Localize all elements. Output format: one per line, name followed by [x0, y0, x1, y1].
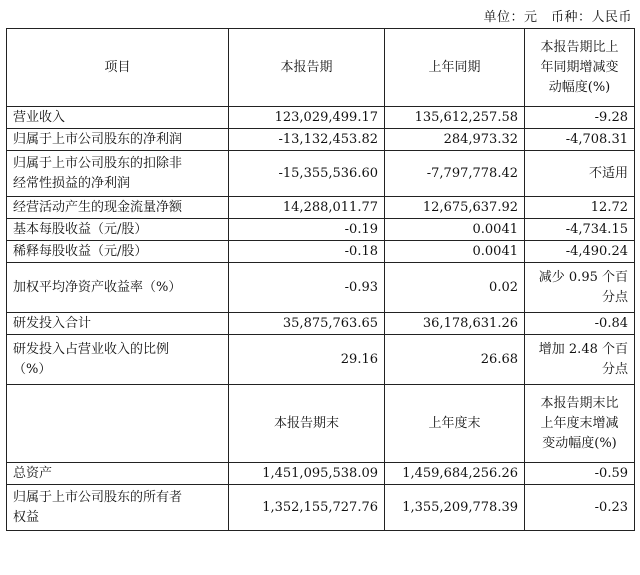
row-current-value: 35,875,763.65 [229, 313, 385, 335]
header-item: 项目 [7, 29, 229, 107]
row-prior-value: 1,355,209,778.39 [385, 485, 525, 531]
row-label [7, 197, 229, 219]
currency-unit-label: 单位：元 币种：人民币 [483, 10, 632, 25]
table-row [7, 313, 635, 335]
table-row [7, 335, 635, 385]
table-row [7, 463, 635, 485]
row-label-line: 加权平均净资产收益率（%） [13, 279, 182, 295]
row-current-value: -15,355,536.60 [229, 151, 385, 197]
row-label-line: 归属于上市公司股东的所有者 [13, 489, 183, 505]
row-change-value-line: -0.23 [594, 499, 628, 515]
row-current-value: -0.93 [229, 263, 385, 313]
row-current-value: 29.16 [229, 335, 385, 385]
row-current-value: 1,451,095,538.09 [229, 463, 385, 485]
table-row [7, 129, 635, 151]
row-change-value [525, 107, 635, 129]
table-row [7, 263, 635, 313]
row-change-value [525, 129, 635, 151]
row-change-value-line: -9.28 [594, 109, 628, 125]
row-prior-value: 26.68 [385, 335, 525, 385]
row-change-value-line: -4,708.31 [565, 131, 628, 147]
row-label-line: 经常性损益的净利润 [13, 175, 131, 191]
row-label-line: 归属于上市公司股东的净利润 [13, 131, 183, 147]
row-label [7, 107, 229, 129]
header-change-pct-line: 本报告期末比 [540, 395, 619, 411]
row-current-value: -13,132,453.82 [229, 129, 385, 151]
row-change-value [525, 197, 635, 219]
row-change-value [525, 219, 635, 241]
row-prior-value: 1,459,684,256.26 [385, 463, 525, 485]
table-header-row [7, 29, 635, 107]
header-change-pct [525, 385, 635, 463]
row-change-value-line: 分点 [601, 361, 628, 377]
row-label-line: 营业收入 [13, 109, 66, 125]
header-change-pct-line: 上年度末增减 [540, 415, 619, 431]
header-item [7, 385, 229, 463]
row-change-value [525, 151, 635, 197]
row-change-value [525, 485, 635, 531]
row-change-value [525, 463, 635, 485]
row-label-line: 总资产 [13, 465, 53, 481]
row-label [7, 219, 229, 241]
header-current-period: 本报告期末 [229, 385, 385, 463]
row-label [7, 129, 229, 151]
row-label [7, 463, 229, 485]
row-current-value: 123,029,499.17 [229, 107, 385, 129]
row-change-value [525, 313, 635, 335]
row-change-value [525, 335, 635, 385]
table-row [7, 241, 635, 263]
row-label-line: 研发投入合计 [13, 315, 92, 331]
header-prior-period: 上年同期 [385, 29, 525, 107]
row-current-value: 1,352,155,727.76 [229, 485, 385, 531]
row-label [7, 263, 229, 313]
header-change-pct-line: 变动幅度(%) [542, 435, 617, 451]
table-row [7, 219, 635, 241]
row-change-value-line: -4,734.15 [565, 221, 628, 237]
row-label [7, 151, 229, 197]
row-label-line: 权益 [13, 509, 40, 525]
row-change-value-line: -0.59 [594, 465, 628, 481]
row-label-line: 稀释每股收益（元/股） [13, 243, 148, 259]
row-change-value-line: 增加 2.48 个百 [538, 341, 628, 357]
row-prior-value: 135,612,257.58 [385, 107, 525, 129]
row-change-value-line: 12.72 [590, 199, 628, 215]
header-change-pct-line: 年同期增减变 [540, 59, 619, 75]
row-prior-value: 0.02 [385, 263, 525, 313]
row-label-line: 研发投入占营业收入的比例 [13, 341, 170, 357]
row-label [7, 485, 229, 531]
row-label [7, 335, 229, 385]
financial-summary-table [6, 28, 635, 531]
row-change-value-line: 分点 [601, 289, 628, 305]
row-current-value: -0.19 [229, 219, 385, 241]
row-change-value-line: -4,490.24 [565, 243, 628, 259]
row-label [7, 313, 229, 335]
row-change-value-line: -0.84 [594, 315, 628, 331]
table-row [7, 151, 635, 197]
row-change-value-line: 不适用 [588, 165, 628, 181]
header-current-period: 本报告期 [229, 29, 385, 107]
row-change-value [525, 241, 635, 263]
table-row [7, 107, 635, 129]
row-prior-value: 0.0041 [385, 241, 525, 263]
row-prior-value: 284,973.32 [385, 129, 525, 151]
row-prior-value: 12,675,637.92 [385, 197, 525, 219]
table-header-row [7, 385, 635, 463]
header-change-pct-line: 动幅度(%) [548, 79, 611, 95]
row-label-line: 归属于上市公司股东的扣除非 [13, 155, 183, 171]
row-change-value [525, 263, 635, 313]
row-label-line: 经营活动产生的现金流量净额 [13, 199, 183, 215]
row-label-line: （%） [13, 361, 52, 377]
row-current-value: 14,288,011.77 [229, 197, 385, 219]
row-change-value-line: 减少 0.95 个百 [538, 269, 628, 285]
header-change-pct [525, 29, 635, 107]
row-label [7, 241, 229, 263]
table-row [7, 485, 635, 531]
row-prior-value: -7,797,778.42 [385, 151, 525, 197]
row-prior-value: 0.0041 [385, 219, 525, 241]
header-change-pct-line: 本报告期比上 [540, 39, 619, 55]
table-row [7, 197, 635, 219]
row-label-line: 基本每股收益（元/股） [13, 221, 148, 237]
header-prior-period: 上年度末 [385, 385, 525, 463]
row-current-value: -0.18 [229, 241, 385, 263]
row-prior-value: 36,178,631.26 [385, 313, 525, 335]
